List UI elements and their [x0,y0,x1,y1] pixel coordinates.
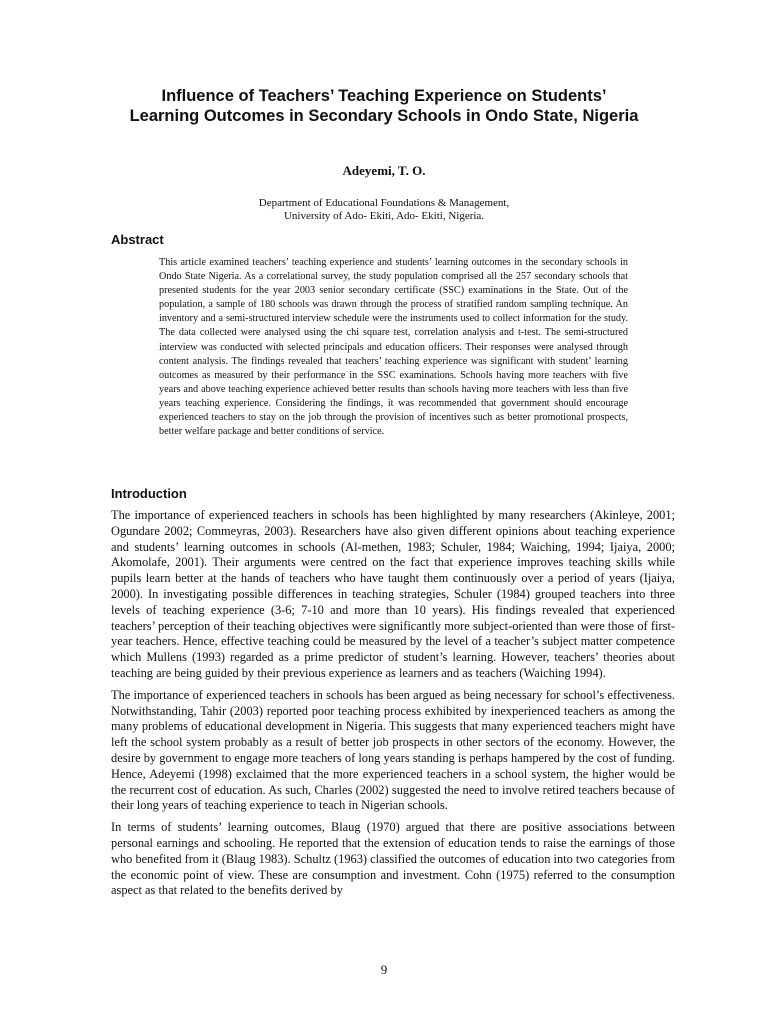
abstract-text: This article examined teachers’ teaching experience and students’ learning outcomes in the secondary schools in Ondo State Nigeria. As a correlational survey, the study population comprised all the 257 secondary schools that presented students for the year 2003 senior secondary certificate (SSC) examinations in the State. Out of the population, a sample of 180 schools was drawn through the process of stratified random sampling technique. An inventory and a semi-structured interview schedule were the instruments used to collect information for the study. The data collected were analysed using the chi square test, correlation analysis and t-test. The semi-structured interview was conducted with selected principals and education officers. Their responses were analysed through content analysis. The findings revealed that teachers’ teaching experience was significant with student’ learning outcomes as measured by their performance in the SSC examinations. Schools having more teachers with five years and above teaching experience achieved better results than schools having more teachers with less than five years teaching experience. Considering the findings, it was recommended that government should encourage experienced teachers to stay on the job through the provision of incentives such as better promotional prospects, better welfare package and better conditions of service. [159,257,628,438]
introduction-paragraph-3: In terms of students’ learning outcomes, Blaug (1970) argued that there are positive associations between personal earnings and schooling. He reported that the extension of education tends to raise the earnings of those who benefited from it (Blaug 1983). Schultz (1963) classified the outcomes of education into two categories from the economic point of view. These are consumption and investment. Cohn (1975) referred to the consumption aspect as that related to the benefits derived by [111,820,675,898]
author-name: Adeyemi, T. O. [342,163,426,178]
introduction-body [111,508,675,905]
introduction-heading: Introduction [111,486,187,501]
affiliation-line-1: Department of Educational Foundations & Management, [258,197,510,209]
affiliation-line-2: University of Ado- Ekiti, Ado- Ekiti, Nigeria. [283,210,485,222]
introduction-paragraph-2: The importance of experienced teachers in schools has been argued as being necessary for school’s effectiveness. Notwithstanding, Tahir (2003) reported poor teaching process exhibited by inexperienced teachers as among the many problems of educational development in Nigeria. This suggests that many experienced teachers might have left the school system probably as a result of better job prospects in other sectors of the economy. However, the desire by government to engage more teachers of long years standing is perhaps hampered by the cost of funding. Hence, Adeyemi (1998) exclaimed that the more experienced teachers in a school system, the higher would be the recurrent cost of education. As such, Charles (2002) suggested the need to involve retired teachers because of their long years of teaching experience to teach in Nigerian schools. [111,687,675,813]
paper-title [100,86,668,126]
author-affiliation [0,197,768,223]
introduction-paragraph-1: The importance of experienced teachers in schools has been highlighted by many researchers (Akinleye, 2001; Ogundare 2002; Commeyras, 2003). Researchers have also given different opinions about teaching experience and students’ learning outcomes in schools (Al-methen, 1983; Schuler, 1984; Waiching, 1994; Ijaiya, 2000; Akomolafe, 2001). Their arguments were centred on the fact that experience improves teaching skills while pupils learn better at the hands of teachers who have taught them continuously over a period of years (Ijaiya, 2000). In investigating possible differences in teaching strategies, Schuler (1984) grouped teachers into three levels of teaching experience (3-6; 7-10 and more than 10 years). His findings revealed that experienced teachers’ perception of their teaching objectives were significantly more subject-oriented than were those of first-year teachers. Hence, effective teaching could be measured by the level of a teacher’s subject matter competence which Mullens (1993) regarded as a prime predictor of student’s learning. However, teachers’ theories about teaching are being guided by their previous experience as learners and as teachers (Waiching 1994). [111,508,675,680]
title-line-2: Learning Outcomes in Secondary Schools in Ondo State, Nigeria [129,107,639,125]
page-number: 9 [380,962,388,977]
abstract-heading: Abstract [111,232,164,247]
title-line-1: Influence of Teachers’ Teaching Experience on Students’ [161,87,607,105]
